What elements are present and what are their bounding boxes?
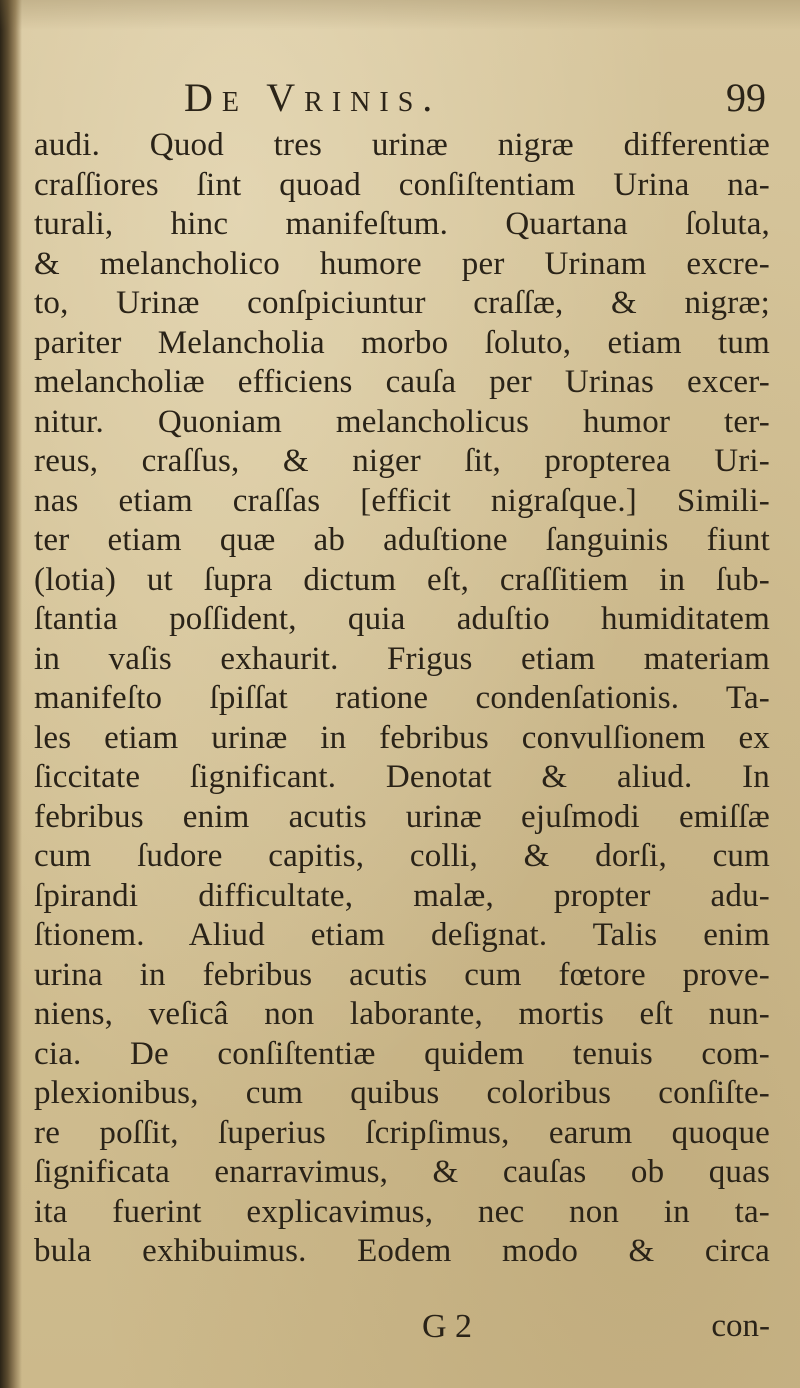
page-top-edge	[0, 0, 800, 30]
text-line: manifeſto ſpiſſat ratione condenſationis. Ta-	[34, 680, 770, 716]
text-line: ſtionem. Aliud etiam deſignat. Talis enim	[34, 917, 770, 953]
text-line: melancholiæ efficiens cauſa per Urinas excer-	[34, 364, 770, 400]
text-line: ita fuerint explicavimus, nec non in ta-	[34, 1193, 770, 1230]
running-head-title: De Vrinis.	[184, 75, 442, 120]
text-line: ſiccitate ſignificant. Denotat & aliud. In	[34, 759, 770, 795]
text-line: febribus enim acutis urinæ ejuſmodi emiſſæ	[34, 798, 770, 835]
text-line: les etiam urinæ in febribus convulſionem ex	[34, 719, 770, 756]
gutter-shadow	[0, 0, 22, 1388]
text-line: to, Urinæ conſpiciuntur craſſæ, & nigræ;	[34, 285, 770, 321]
text-line: reus, craſſus, & niger ſit, propterea Uri-	[34, 443, 770, 479]
text-line: turali, hinc manifeſtum. Quartana ſoluta,	[34, 206, 770, 242]
text-line: cum ſudore capitis, colli, & dorſi, cum	[34, 838, 770, 874]
text-line: in vaſis exhaurit. Frigus etiam materiam	[34, 640, 770, 677]
text-line: ſignificata enarravimus, & cauſas ob quas	[34, 1154, 770, 1190]
page-number: 99	[726, 75, 766, 120]
text-line: nitur. Quoniam melancholicus humor ter-	[34, 403, 770, 440]
text-line: pariter Melancholia morbo ſoluto, etiam tum	[34, 324, 770, 361]
text-line: audi. Quod tres urinæ nigræ differentiæ	[34, 127, 770, 163]
text-line: craſſiores ſint quoad conſiſtentiam Urina na-	[34, 166, 770, 203]
signature-mark: G 2	[422, 1308, 473, 1345]
text-line: nas etiam craſſas [efficit nigraſque.] Simili-	[34, 482, 770, 519]
body-text	[34, 126, 770, 1306]
text-line: plexionibus, cum quibus coloribus conſiſte-	[34, 1075, 770, 1111]
text-line: & melancholico humore per Urinam excre-	[34, 245, 770, 282]
text-line: ſtantia poſſident, quia aduſtio humiditatem	[34, 601, 770, 637]
page-footer	[34, 1308, 770, 1352]
text-line: (lotia) ut ſupra dictum eſt, craſſitiem in ſub-	[34, 561, 770, 598]
text-line: cia. De conſiſtentiæ quidem tenuis com-	[34, 1035, 770, 1072]
text-line: niens, veſicâ non laborante, mortis eſt nun-	[34, 996, 770, 1032]
catchword: con-	[711, 1308, 770, 1344]
text-line: bula exhibuimus. Eodem modo & circa	[34, 1233, 770, 1269]
running-head	[36, 70, 766, 126]
text-line: re poſſit, ſuperius ſcripſimus, earum quoque	[34, 1114, 770, 1151]
text-line: ter etiam quæ ab aduſtione ſanguinis fiunt	[34, 522, 770, 558]
text-line: urina in febribus acutis cum fœtore prove-	[34, 956, 770, 993]
text-line: ſpirandi difficultate, malæ, propter adu-	[34, 877, 770, 914]
